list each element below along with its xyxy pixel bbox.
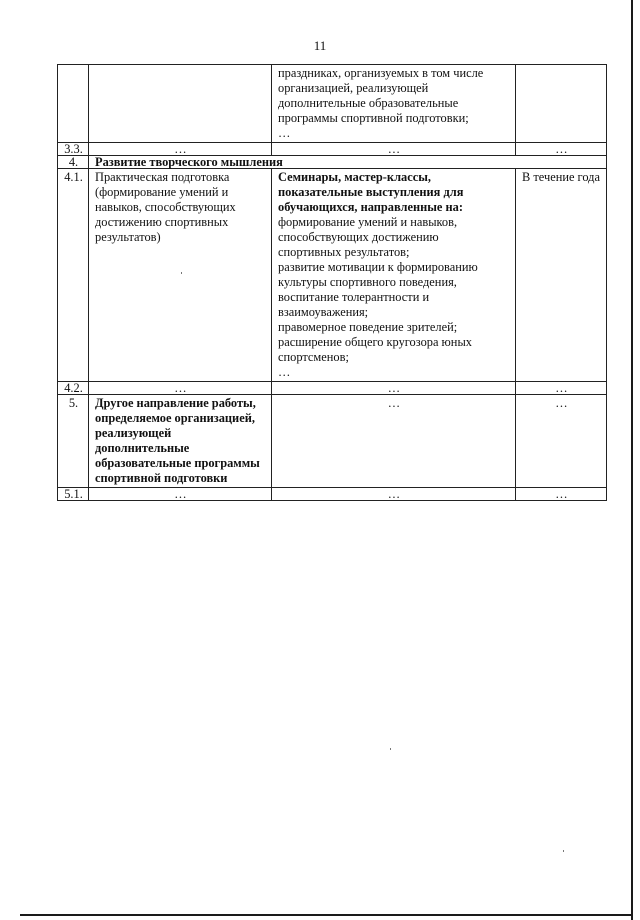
cell-content: … bbox=[272, 382, 516, 395]
cell-direction: … bbox=[89, 143, 272, 156]
cell-number: 4.2. bbox=[58, 382, 89, 395]
direction-line: спортивной подготовки bbox=[95, 471, 228, 485]
cell-timing: … bbox=[516, 143, 607, 156]
page-edge-bottom bbox=[20, 914, 632, 916]
cell-number bbox=[58, 65, 89, 143]
cell-direction bbox=[89, 65, 272, 143]
cell-timing: В течение года bbox=[516, 169, 607, 382]
content-line: культуры спортивного поведения, bbox=[278, 275, 457, 289]
content-line: взаимоуважения; bbox=[278, 305, 369, 319]
content-heading-line: показательные выступления для bbox=[278, 185, 464, 199]
direction-line: навыков, способствующих bbox=[95, 200, 236, 214]
content-line: … bbox=[278, 365, 291, 379]
direction-line: Другое направление работы, bbox=[95, 396, 256, 410]
scan-speck bbox=[563, 850, 564, 852]
content-heading-line: Семинары, мастер-классы, bbox=[278, 170, 431, 184]
cell-number: 3.3. bbox=[58, 143, 89, 156]
table-row bbox=[58, 488, 607, 501]
content-line: воспитание толерантности и bbox=[278, 290, 430, 304]
cell-number: 5.1. bbox=[58, 488, 89, 501]
direction-line: (формирование умений и bbox=[95, 185, 229, 199]
direction-line: достижению спортивных bbox=[95, 215, 229, 229]
content-line: дополнительные образовательные bbox=[278, 96, 459, 110]
cell-direction: … bbox=[89, 382, 272, 395]
direction-line: определяемое организацией, bbox=[95, 411, 255, 425]
cell-content bbox=[272, 169, 516, 382]
cell-timing bbox=[516, 65, 607, 143]
direction-line: дополнительные bbox=[95, 441, 190, 455]
page-edge-right bbox=[631, 0, 633, 920]
cell-content: … bbox=[272, 395, 516, 488]
cell-content: … bbox=[272, 143, 516, 156]
content-line: спортивных результатов; bbox=[278, 245, 410, 259]
cell-content: … bbox=[272, 488, 516, 501]
activities-table bbox=[57, 64, 607, 501]
cell-direction bbox=[89, 169, 272, 382]
content-line: расширение общего кругозора юных bbox=[278, 335, 472, 349]
scan-speck bbox=[181, 272, 182, 274]
content-line: организацией, реализующей bbox=[278, 81, 429, 95]
content-line: развитие мотивации к формированию bbox=[278, 260, 478, 274]
cell-content bbox=[272, 65, 516, 143]
table-row bbox=[58, 169, 607, 382]
content-line: программы спортивной подготовки; bbox=[278, 111, 469, 125]
content-line: спортсменов; bbox=[278, 350, 349, 364]
content-line: … bbox=[278, 126, 291, 140]
content-line: праздниках, организуемых в том числе bbox=[278, 66, 484, 80]
content-line: способствующих достижению bbox=[278, 230, 439, 244]
content-line: формирование умений и навыков, bbox=[278, 215, 458, 229]
cell-timing: … bbox=[516, 488, 607, 501]
direction-line: образовательные программы bbox=[95, 456, 260, 470]
table-row-continuation bbox=[58, 65, 607, 143]
cell-timing: … bbox=[516, 395, 607, 488]
direction-line: Практическая подготовка bbox=[95, 170, 230, 184]
scan-speck bbox=[390, 748, 391, 750]
table-row bbox=[58, 395, 607, 488]
cell-direction: … bbox=[89, 488, 272, 501]
section-heading-row bbox=[58, 156, 607, 169]
content-line: правомерное поведение зрителей; bbox=[278, 320, 458, 334]
cell-timing: … bbox=[516, 382, 607, 395]
cell-number: 4.1. bbox=[58, 169, 89, 382]
cell-number: 4. bbox=[58, 156, 89, 169]
table-row bbox=[58, 143, 607, 156]
cell-number: 5. bbox=[58, 395, 89, 488]
content-heading-line: обучающихся, направленные на: bbox=[278, 200, 463, 214]
direction-line: реализующей bbox=[95, 426, 172, 440]
page-number: 11 bbox=[313, 38, 327, 53]
direction-line: результатов) bbox=[95, 230, 161, 244]
cell-direction bbox=[89, 395, 272, 488]
section-title: Развитие творческого мышления bbox=[89, 156, 607, 169]
table-row bbox=[58, 382, 607, 395]
